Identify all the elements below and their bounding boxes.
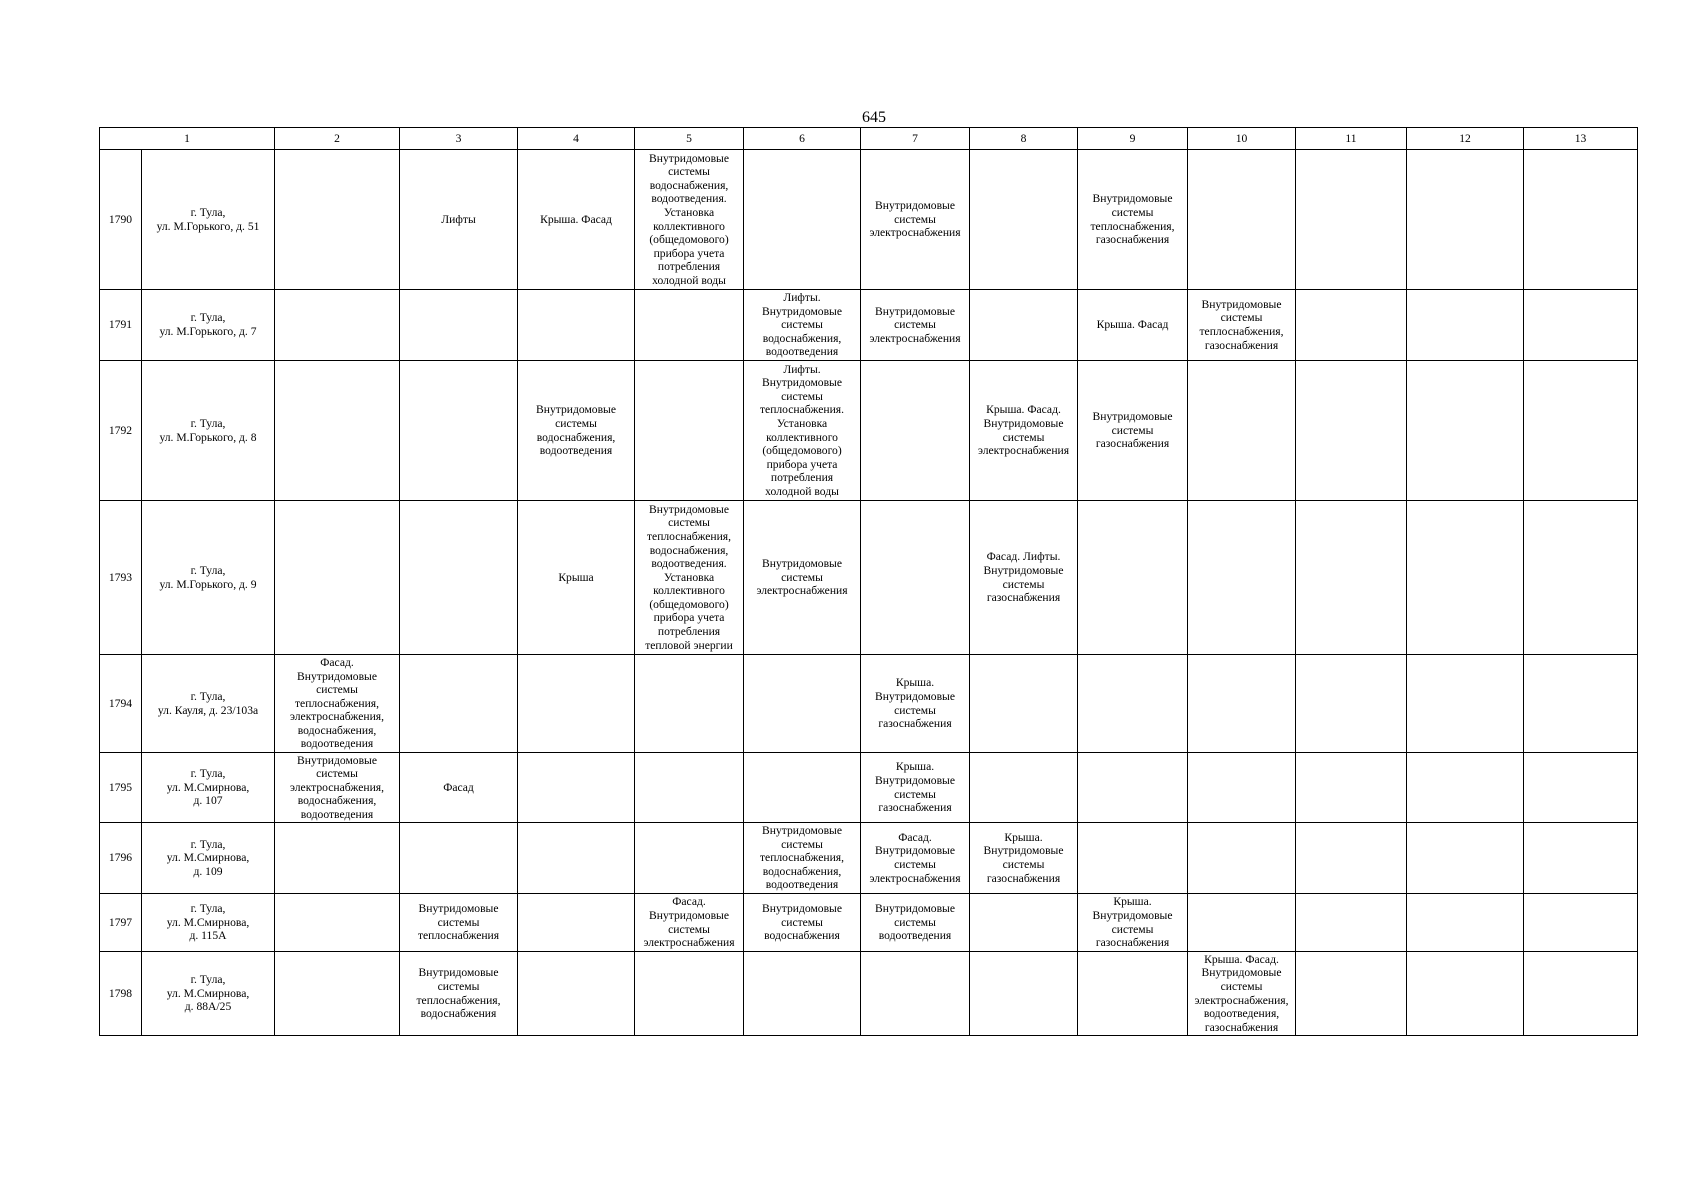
table-cell — [400, 823, 518, 894]
table-row — [100, 952, 1638, 1036]
table-cell — [1188, 753, 1296, 823]
table-row — [100, 150, 1638, 290]
table-cell: Внутридомовые системы теплоснабжения — [400, 894, 518, 952]
table-cell — [861, 361, 970, 501]
table-cell — [970, 290, 1078, 361]
column-header: 7 — [861, 128, 970, 150]
table-cell: Внутридомовые системы водоотведения — [861, 894, 970, 952]
table-cell: Крыша. Внутридомовые системы газоснабжения — [1078, 894, 1188, 952]
table-cell: Крыша. Внутридомовые системы газоснабжения — [970, 823, 1078, 894]
column-header: 5 — [635, 128, 744, 150]
column-header: 11 — [1296, 128, 1407, 150]
table-cell — [1078, 501, 1188, 655]
table-cell — [400, 290, 518, 361]
table-cell — [275, 290, 400, 361]
table-cell — [1188, 361, 1296, 501]
table-cell: Крыша. Внутридомовые системы газоснабжения — [861, 655, 970, 753]
table-cell — [1407, 952, 1524, 1036]
table-cell: Внутридомовые системы теплоснабжения, водоснабжения, водоотведения. Установка коллективного (общедомового) прибора учета потребления тепловой энергии — [635, 501, 744, 655]
table-row — [100, 894, 1638, 952]
table-cell: Лифты. Внутридомовые системы водоснабжения, водоотведения — [744, 290, 861, 361]
table-cell — [275, 894, 400, 952]
table-cell: Внутридомовые системы водоснабжения, водоотведения — [518, 361, 635, 501]
table-cell — [518, 655, 635, 753]
table-cell — [1188, 655, 1296, 753]
table-cell — [518, 823, 635, 894]
table-cell — [744, 150, 861, 290]
row-number: 1790 — [100, 150, 142, 290]
table-cell — [1407, 823, 1524, 894]
table-cell — [1188, 150, 1296, 290]
row-number: 1791 — [100, 290, 142, 361]
table-cell: Внутридомовые системы водоснабжения — [744, 894, 861, 952]
table-cell: Внутридомовые системы теплоснабжения, газоснабжения — [1078, 150, 1188, 290]
table-cell — [1524, 894, 1638, 952]
table-cell — [275, 952, 400, 1036]
table-row — [100, 823, 1638, 894]
table-cell — [744, 753, 861, 823]
table-cell — [635, 952, 744, 1036]
address-cell: г. Тула, ул. Кауля, д. 23/103а — [142, 655, 275, 753]
column-header: 1 — [100, 128, 275, 150]
table-cell — [1296, 952, 1407, 1036]
table-cell — [400, 361, 518, 501]
table-cell — [861, 952, 970, 1036]
table-cell — [1407, 655, 1524, 753]
row-number: 1794 — [100, 655, 142, 753]
table-cell: Внутридомовые системы электроснабжения — [744, 501, 861, 655]
table-cell — [1407, 501, 1524, 655]
address-cell: г. Тула, ул. М.Смирнова, д. 107 — [142, 753, 275, 823]
table-cell — [1524, 501, 1638, 655]
column-header: 12 — [1407, 128, 1524, 150]
table-cell — [1524, 823, 1638, 894]
table-cell — [1524, 361, 1638, 501]
table-row — [100, 501, 1638, 655]
table-cell — [1078, 655, 1188, 753]
table-cell — [970, 952, 1078, 1036]
table-cell: Внутридомовые системы водоснабжения, водоотведения. Установка коллективного (общедомового) прибора учета потребления холодной воды — [635, 150, 744, 290]
address-cell: г. Тула, ул. М.Горького, д. 7 — [142, 290, 275, 361]
table-cell: Внутридомовые системы электроснабжения — [861, 290, 970, 361]
table-cell: Крыша. Фасад. Внутридомовые системы электроснабжения, водоотведения, газоснабжения — [1188, 952, 1296, 1036]
table-cell — [744, 952, 861, 1036]
table-cell: Лифты. Внутридомовые системы теплоснабжения. Установка коллективного (общедомового) прибора учета потребления холодной воды — [744, 361, 861, 501]
table-cell — [635, 655, 744, 753]
table-cell — [1188, 894, 1296, 952]
column-header: 8 — [970, 128, 1078, 150]
header-row — [100, 128, 1638, 150]
table-cell — [635, 290, 744, 361]
table-cell: Фасад — [400, 753, 518, 823]
table-cell: Крыша. Внутридомовые системы газоснабжения — [861, 753, 970, 823]
table-cell: Лифты — [400, 150, 518, 290]
table-cell — [1296, 753, 1407, 823]
column-header: 6 — [744, 128, 861, 150]
row-number: 1797 — [100, 894, 142, 952]
table-cell: Внутридомовые системы электроснабжения, водоснабжения, водоотведения — [275, 753, 400, 823]
table-cell — [400, 655, 518, 753]
table-cell — [1407, 361, 1524, 501]
table-cell — [518, 952, 635, 1036]
table-row — [100, 290, 1638, 361]
row-number: 1796 — [100, 823, 142, 894]
table-cell — [1296, 894, 1407, 952]
table-cell: Фасад. Внутридомовые системы теплоснабжения, электроснабжения, водоснабжения, водоотведения — [275, 655, 400, 753]
table-cell — [1296, 290, 1407, 361]
row-number: 1793 — [100, 501, 142, 655]
table-cell — [1524, 952, 1638, 1036]
table-cell — [1524, 753, 1638, 823]
table-cell — [1407, 290, 1524, 361]
table-cell — [635, 753, 744, 823]
table-cell — [970, 753, 1078, 823]
table-row — [100, 655, 1638, 753]
table-cell — [744, 655, 861, 753]
table-cell — [1078, 753, 1188, 823]
column-header: 10 — [1188, 128, 1296, 150]
table-cell — [635, 823, 744, 894]
address-cell: г. Тула, ул. М.Горького, д. 9 — [142, 501, 275, 655]
table-cell: Фасад. Внутридомовые системы электроснабжения — [861, 823, 970, 894]
table-cell: Крыша — [518, 501, 635, 655]
page-number: 645 — [862, 109, 886, 126]
table-cell — [1296, 655, 1407, 753]
table-cell — [1296, 823, 1407, 894]
table-cell — [970, 655, 1078, 753]
row-number: 1795 — [100, 753, 142, 823]
table-cell — [1296, 361, 1407, 501]
table-cell — [1407, 753, 1524, 823]
table-cell: Фасад. Лифты. Внутридомовые системы газоснабжения — [970, 501, 1078, 655]
table-cell — [1524, 150, 1638, 290]
table-cell — [275, 150, 400, 290]
column-header: 2 — [275, 128, 400, 150]
address-cell: г. Тула, ул. М.Смирнова, д. 115А — [142, 894, 275, 952]
table-cell: Крыша. Фасад — [518, 150, 635, 290]
table-cell — [1188, 823, 1296, 894]
table-cell — [518, 894, 635, 952]
address-cell: г. Тула, ул. М.Смирнова, д. 109 — [142, 823, 275, 894]
column-header: 13 — [1524, 128, 1638, 150]
table-cell: Крыша. Фасад — [1078, 290, 1188, 361]
table-cell: Крыша. Фасад. Внутридомовые системы электроснабжения — [970, 361, 1078, 501]
table-cell — [1407, 150, 1524, 290]
table-cell: Внутридомовые системы газоснабжения — [1078, 361, 1188, 501]
row-number: 1798 — [100, 952, 142, 1036]
table-cell — [861, 501, 970, 655]
table-cell: Фасад. Внутридомовые системы электроснабжения — [635, 894, 744, 952]
table-cell — [518, 753, 635, 823]
table-cell — [1188, 501, 1296, 655]
table-cell — [1524, 655, 1638, 753]
table-cell: Внутридомовые системы теплоснабжения, водоснабжения, водоотведения — [744, 823, 861, 894]
column-header: 9 — [1078, 128, 1188, 150]
table-cell: Внутридомовые системы теплоснабжения, газоснабжения — [1188, 290, 1296, 361]
table-cell: Внутридомовые системы теплоснабжения, водоснабжения — [400, 952, 518, 1036]
table-row — [100, 753, 1638, 823]
table-cell — [1296, 501, 1407, 655]
table-cell — [275, 823, 400, 894]
address-cell: г. Тула, ул. М.Горького, д. 51 — [142, 150, 275, 290]
column-header: 3 — [400, 128, 518, 150]
address-cell: г. Тула, ул. М.Смирнова, д. 88А/25 — [142, 952, 275, 1036]
table-cell — [1078, 952, 1188, 1036]
column-header: 4 — [518, 128, 635, 150]
repair-schedule-table — [99, 127, 1638, 1036]
address-cell: г. Тула, ул. М.Горького, д. 8 — [142, 361, 275, 501]
table-cell — [275, 501, 400, 655]
table-cell — [518, 290, 635, 361]
table-cell — [1296, 150, 1407, 290]
table-cell — [635, 361, 744, 501]
table-cell: Внутридомовые системы электроснабжения — [861, 150, 970, 290]
table-row — [100, 361, 1638, 501]
row-number: 1792 — [100, 361, 142, 501]
table-cell — [970, 150, 1078, 290]
table-cell — [275, 361, 400, 501]
table-cell — [970, 894, 1078, 952]
table-cell — [1407, 894, 1524, 952]
table-cell — [1078, 823, 1188, 894]
table-cell — [1524, 290, 1638, 361]
table-cell — [400, 501, 518, 655]
